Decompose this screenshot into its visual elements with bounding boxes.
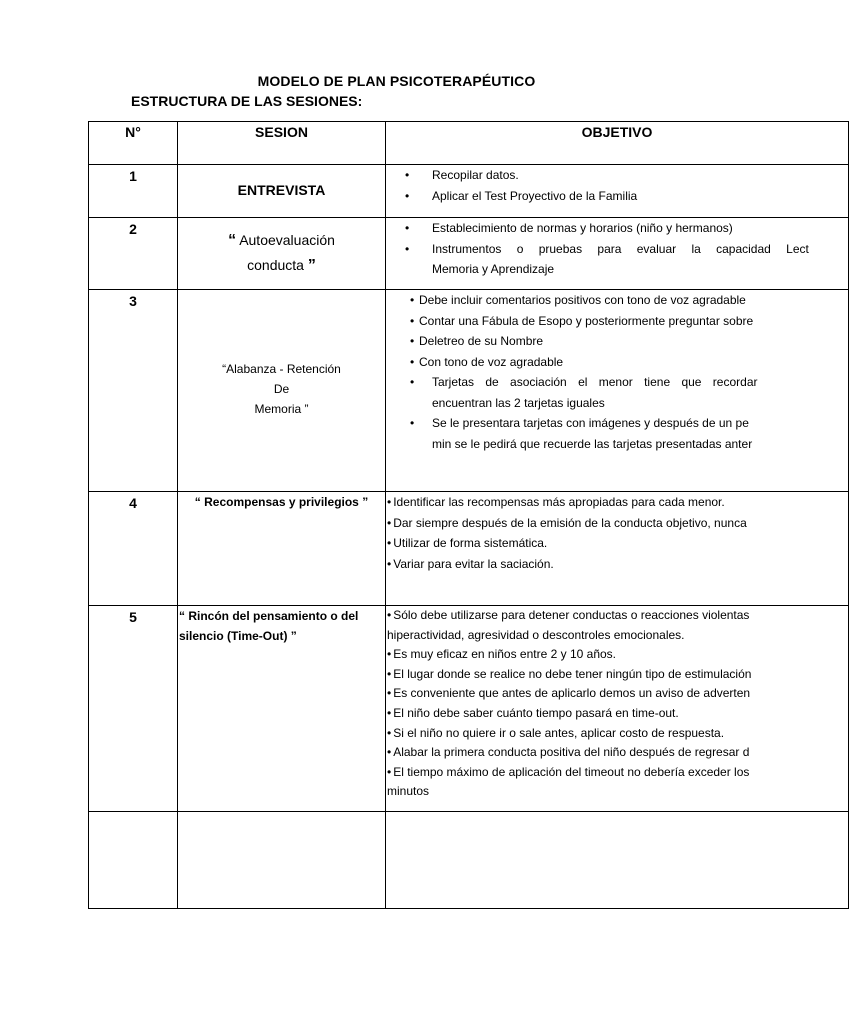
table-row [89, 492, 849, 606]
document-title: MODELO DE PLAN PSICOTERAPÉUTICO [257, 73, 536, 89]
objective-text: Es muy eficaz en niños entre 2 y 10 años. [393, 647, 616, 662]
objective-text: Sólo debe utilizarse para detener conductas o reacciones violentas [393, 608, 750, 622]
objective-item [386, 606, 848, 626]
objective-item: • Se le presentara tarjetas con imágenes y después de un pe [386, 413, 848, 434]
objective-item [386, 704, 848, 724]
empty-cell [89, 812, 178, 909]
table-row-empty [89, 812, 849, 909]
objective-item-continued: min se le pedirá que recuerde las tarjetas presentadas anter [432, 436, 753, 451]
objective-text: Utilizar de forma sistemática. [393, 536, 548, 550]
objective-cell [386, 606, 849, 812]
bullet-glyph: • [387, 647, 392, 662]
objective-text: El tiempo máximo de aplicación del timeout no debería exceder los [393, 764, 750, 779]
objective-item-continued: minutos [387, 784, 430, 799]
objective-text: Identificar las recompensas más apropiadas para cada menor. [393, 495, 725, 509]
objective-item: • Instrumentos o pruebas para evaluar la capacidad Lect [386, 239, 848, 260]
open-quote: “ [228, 232, 237, 249]
objective-item [386, 645, 848, 665]
objective-item: • Tarjetas de asociación el menor tiene que recordar [386, 372, 848, 393]
table-row [89, 606, 849, 812]
session-line: “Alabanza - Retención [222, 362, 341, 376]
objective-item: • Contar una Fábula de Esopo y posteriormente preguntar sobre [386, 311, 848, 332]
bullet-glyph: • [387, 764, 392, 779]
session-line: “ Rincón del pensamiento o del [179, 609, 359, 623]
session-name: ENTREVISTA [178, 165, 386, 218]
objective-text: El lugar donde se realice no debe tener ningún tipo de estimulación [393, 666, 752, 681]
bullet-glyph: • [387, 536, 392, 550]
document-subtitle: ESTRUCTURA DE LAS SESIONES: [131, 93, 363, 109]
objective-text: Si el niño no quiere ir o sale antes, aplicar costo de respuesta. [393, 725, 725, 740]
objective-item: • Aplicar el Test Proyectivo de la Familia [386, 186, 848, 207]
table-row [89, 218, 849, 290]
session-name [178, 606, 386, 812]
session-name: “ Recompensas y privilegios ” [178, 492, 386, 606]
objective-text: Variar para evitar la saciación. [393, 556, 554, 571]
objective-item [386, 513, 848, 534]
objective-item-continued [386, 259, 848, 280]
header-objective: OBJETIVO [386, 122, 849, 165]
objective-item [386, 763, 848, 783]
bullet-glyph: • [387, 495, 392, 509]
objective-item: • Debe incluir comentarios positivos con tono de voz agradable [386, 290, 848, 311]
row-number: 5 [89, 606, 178, 812]
objective-item [386, 533, 848, 554]
objective-item [386, 724, 848, 744]
objective-item: • Deletreo de su Nombre [386, 331, 848, 352]
empty-cell [178, 812, 386, 909]
bullet-glyph: • [387, 705, 392, 720]
empty-cell [386, 812, 849, 909]
row-number: 4 [89, 492, 178, 606]
close-quote: ” [307, 257, 316, 274]
bullet-glyph: • [387, 608, 392, 622]
table-row [89, 290, 849, 492]
objective-cell [386, 218, 849, 290]
objective-item-continued: encuentran las 2 tarjetas iguales [432, 395, 605, 410]
sessions-table [88, 121, 849, 909]
objective-text: Dar siempre después de la emisión de la conducta objetivo, nunca [393, 515, 747, 530]
objective-item [386, 492, 848, 513]
objective-cell [386, 165, 849, 218]
bullet-glyph: • [387, 666, 392, 681]
row-number: 1 [89, 165, 178, 218]
bullet-glyph: • [387, 556, 392, 571]
objective-item: • Establecimiento de normas y horarios (niño y hermanos) [386, 218, 848, 239]
objective-cell [386, 290, 849, 492]
objective-continuation: Memoria y Aprendizaje [432, 262, 555, 276]
session-line: Autoevaluación [239, 232, 335, 248]
session-name [178, 218, 386, 290]
objective-item [386, 665, 848, 685]
header-session: SESION [178, 122, 386, 165]
objective-cell [386, 492, 849, 606]
row-number: 2 [89, 218, 178, 290]
session-line: conducta [247, 257, 304, 273]
objective-item [386, 554, 848, 575]
header-number: N° [89, 122, 178, 165]
sessions-table-container [88, 121, 809, 910]
bullet-glyph: • [387, 725, 392, 740]
table-row [89, 165, 849, 218]
bullet-glyph: • [387, 686, 392, 701]
bullet-glyph: • [387, 515, 392, 530]
session-line: De [273, 382, 290, 396]
objective-item [386, 743, 848, 763]
session-line: Memoria ” [254, 402, 309, 416]
row-number: 3 [89, 290, 178, 492]
bullet-glyph: • [387, 745, 392, 760]
table-header-row [89, 122, 849, 165]
objective-text: El niño debe saber cuánto tiempo pasará en time-out. [393, 705, 679, 720]
objective-item [386, 684, 848, 704]
session-name [178, 290, 386, 492]
objective-item: • Recopilar datos. [386, 165, 848, 186]
objective-item-continued: hiperactividad, agresividad o descontroles emocionales. [387, 627, 685, 642]
objective-text: Alabar la primera conducta positiva del niño después de regresar d [393, 745, 750, 760]
objective-text: Es conveniente que antes de aplicarlo demos un aviso de adverten [393, 686, 751, 701]
objective-item: • Con tono de voz agradable [386, 352, 848, 373]
session-line: silencio (Time-Out) ” [179, 629, 297, 643]
